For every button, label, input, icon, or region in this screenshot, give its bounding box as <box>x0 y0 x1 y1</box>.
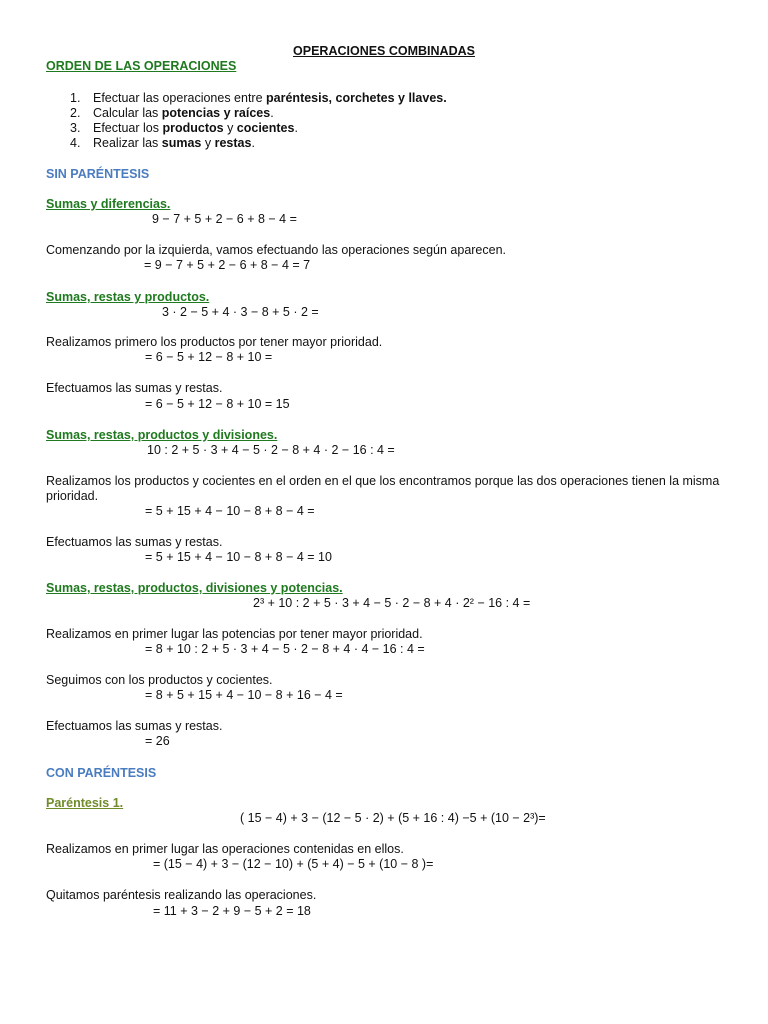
step-text: Efectuar los productos y cocientes. <box>93 121 298 135</box>
orden-heading: ORDEN DE LAS OPERACIONES <box>46 59 237 73</box>
equation: = 8 + 10 : 2 + 5 · 3 + 4 − 5 · 2 − 8 + 4 · 4 − 16 : 4 = <box>145 642 425 656</box>
step-text: Realizar las sumas y restas. <box>93 136 255 150</box>
equation: = 8 + 5 + 15 + 4 − 10 − 8 + 16 − 4 = <box>145 688 343 702</box>
section-heading: Sumas y diferencias. <box>46 197 171 211</box>
step-number: 2. <box>70 106 81 120</box>
equation: = 26 <box>145 734 170 748</box>
step-number: 1. <box>70 91 81 105</box>
paragraph: prioridad. <box>46 489 99 503</box>
step-number: 4. <box>70 136 81 150</box>
expression: 9 − 7 + 5 + 2 − 6 + 8 − 4 = <box>152 212 297 226</box>
section-heading: Sumas, restas, productos, divisiones y potencias. <box>46 581 343 595</box>
section-heading: Sumas, restas, productos y divisiones. <box>46 428 278 442</box>
sin-parentesis-heading: SIN PARÉNTESIS <box>46 167 150 181</box>
step-text: Efectuar las operaciones entre paréntesis, corchetes y llaves. <box>93 91 447 105</box>
con-parentesis-heading: CON PARÉNTESIS <box>46 766 157 780</box>
expression: ( 15 − 4) + 3 − (12 − 5 · 2) + (5 + 16 : 4) −5 + (10 − 2³)= <box>240 811 546 825</box>
paragraph: Efectuamos las sumas y restas. <box>46 535 223 549</box>
section-heading: Paréntesis 1. <box>46 796 124 810</box>
paragraph: Efectuamos las sumas y restas. <box>46 381 223 395</box>
expression: 2³ + 10 : 2 + 5 · 3 + 4 − 5 · 2 − 8 + 4 · 2² − 16 : 4 = <box>253 596 531 610</box>
step-number: 3. <box>70 121 81 135</box>
equation: = 5 + 15 + 4 − 10 − 8 + 8 − 4 = <box>145 504 315 518</box>
paragraph: Realizamos en primer lugar las operaciones contenidas en ellos. <box>46 842 404 856</box>
paragraph: Efectuamos las sumas y restas. <box>46 719 223 733</box>
equation: = 9 − 7 + 5 + 2 − 6 + 8 − 4 = 7 <box>144 258 311 272</box>
paragraph: Quitamos paréntesis realizando las operaciones. <box>46 888 317 902</box>
paragraph: Comenzando por la izquierda, vamos efectuando las operaciones según aparecen. <box>46 243 507 257</box>
equation: = 11 + 3 − 2 + 9 − 5 + 2 = 18 <box>153 904 311 918</box>
paragraph: Realizamos los productos y cocientes en el orden en el que los encontramos porque las dos operaciones tienen la misma <box>46 474 720 488</box>
section-heading: Sumas, restas y productos. <box>46 290 210 304</box>
step-text: Calcular las potencias y raíces. <box>93 106 274 120</box>
expression: 10 : 2 + 5 · 3 + 4 − 5 · 2 − 8 + 4 · 2 − 16 : 4 = <box>147 443 395 457</box>
paragraph: Seguimos con los productos y cocientes. <box>46 673 273 687</box>
equation: = 5 + 15 + 4 − 10 − 8 + 8 − 4 = 10 <box>145 550 332 564</box>
paragraph: Realizamos en primer lugar las potencias por tener mayor prioridad. <box>46 627 423 641</box>
equation: = 6 − 5 + 12 − 8 + 10 = <box>145 350 273 364</box>
equation: = 6 − 5 + 12 − 8 + 10 = 15 <box>145 397 290 411</box>
page-title: OPERACIONES COMBINADAS <box>293 44 475 58</box>
expression: 3 · 2 − 5 + 4 · 3 − 8 + 5 · 2 = <box>162 305 319 319</box>
equation: = (15 − 4) + 3 − (12 − 10) + (5 + 4) − 5 + (10 − 8 )= <box>153 857 434 871</box>
paragraph: Realizamos primero los productos por tener mayor prioridad. <box>46 335 383 349</box>
